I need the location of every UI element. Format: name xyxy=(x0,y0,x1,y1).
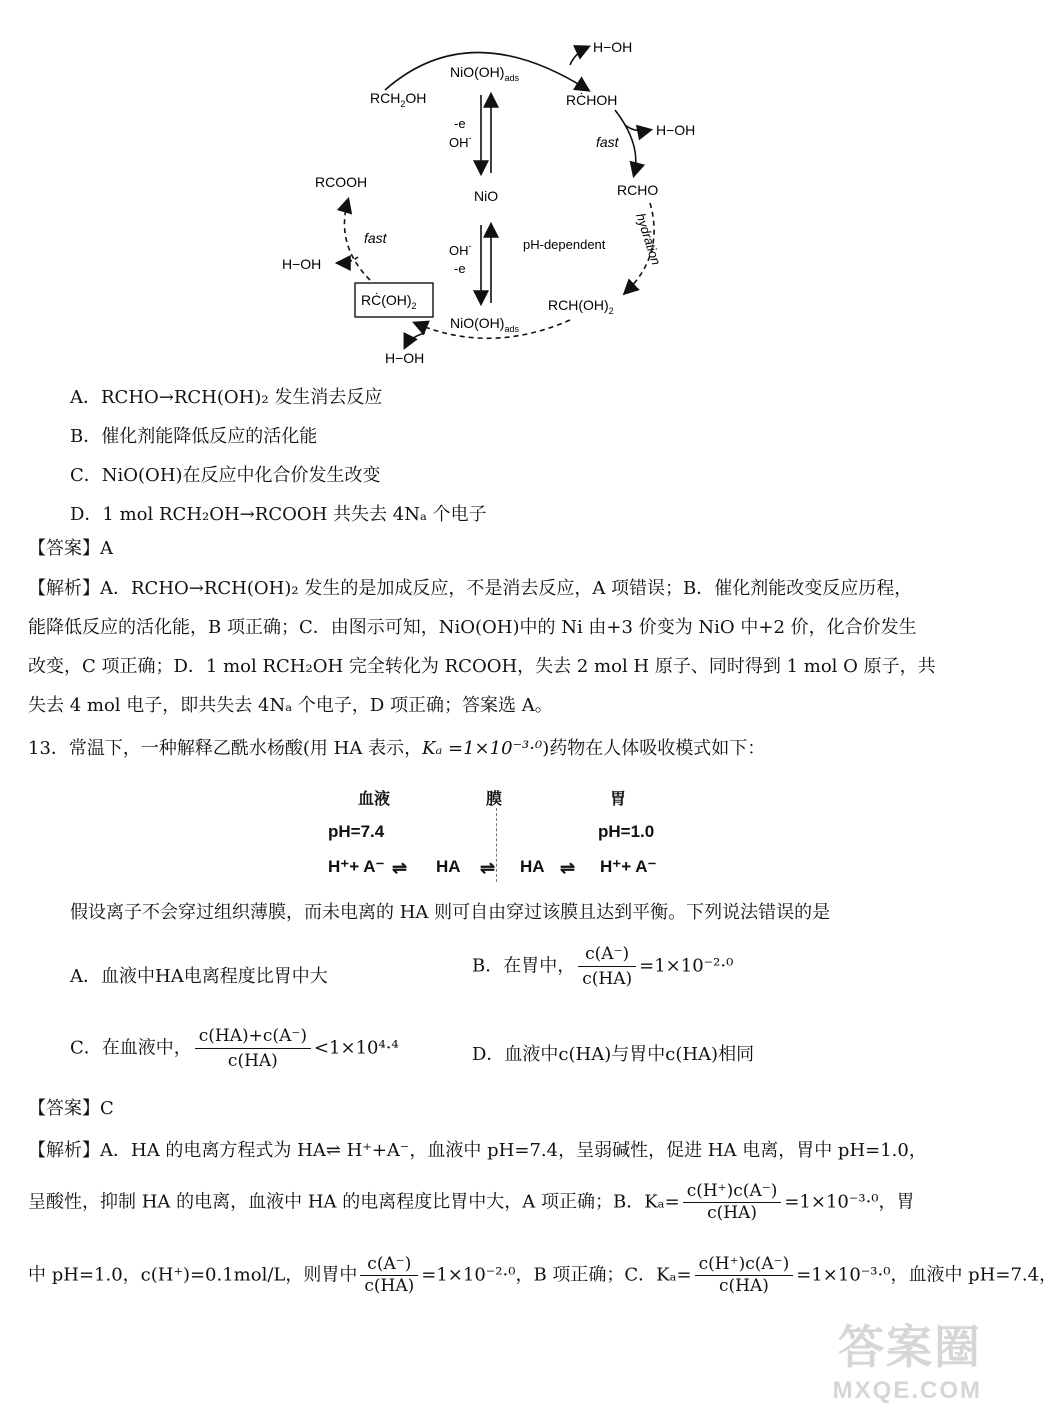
absorption-diagram xyxy=(320,782,700,892)
label-membrane: 膜 xyxy=(486,791,503,808)
q13-answer: 【答案】C xyxy=(28,1098,114,1119)
q12-analysis-line4: 失去 4 mol 电子，即共失去 4Nₐ 个电子，D 项正确；答案选 A。 xyxy=(28,695,553,716)
membrane-line xyxy=(496,808,497,882)
hoh-right-label: H−OH xyxy=(656,122,696,138)
q13-b-fraction: $\frac{c(A^-)}{c(HA)}$ xyxy=(578,944,636,989)
eq-right: H⁺+ A⁻ xyxy=(600,857,657,876)
rcooh-label: RCOOH xyxy=(315,174,368,190)
eq-ha1: HA xyxy=(436,857,461,876)
q13-assumption: 假设离子不会穿过组织薄膜，而未电离的 HA 则可自由穿过该膜且达到平衡。下列说法错误的是 xyxy=(70,902,831,923)
q13-option-a: A．血液中HA电离程度比胃中大 xyxy=(70,966,328,987)
reaction-scheme-diagram xyxy=(270,25,730,380)
q12-answer: 【答案】A xyxy=(28,538,113,559)
q12-analysis-line1: 【解析】A．RCHO→RCH(OH)₂ 发生的是加成反应，不是消去反应，A 项错误；B．催化剂能改变反应历程， xyxy=(28,578,913,599)
label-blood: 血液 xyxy=(358,791,391,808)
rch2oh-label: $RCH_2OH$ xyxy=(370,90,427,109)
q12-option-b: B．催化剂能降低反应的活化能 xyxy=(70,426,318,447)
hydration-label: hydration xyxy=(633,211,664,267)
oh-minus-lower: OH- xyxy=(449,241,472,258)
nio-label: NiO xyxy=(474,188,499,204)
ratio-fraction: $\frac{c(A^-)}{c(HA)}$ xyxy=(360,1256,418,1295)
q13-analysis-line2: 呈酸性，抑制 HA 的电离，血液中 HA 的电离程度比胃中大，A 项正确；B．Kₐ= $\frac{c(H^+)c(A^-)}{c(HA)}$ =1×10⁻³·⁰，胃 xyxy=(28,1181,915,1223)
q12-option-a: A．RCHO→RCH(OH)₂ 发生消去反应 xyxy=(70,387,383,408)
ka-fraction-1: $\frac{c(H^+)c(A^-)}{c(HA)}$ xyxy=(683,1183,782,1222)
minus-e-upper: -e xyxy=(454,116,466,131)
rcho-label: RCHO xyxy=(617,182,659,198)
nioohads-top-label: $NiO(OH)_{ads}$ xyxy=(450,64,519,83)
q13-option-b: B．在胃中， $\frac{c(A^-)}{c(HA)}$ =1×10⁻²·⁰ xyxy=(472,944,734,989)
eq-arrow-2: ⇌ xyxy=(480,858,496,878)
arrow-to-hoh-right xyxy=(625,125,650,131)
label-stomach: 胃 xyxy=(610,791,627,808)
eq-ha2: HA xyxy=(520,857,545,876)
fast-right-label: fast xyxy=(596,134,619,150)
q13-option-d: D．血液中c(HA)与胃中c(HA)相同 xyxy=(472,1044,755,1065)
rchoh-label: RĊHOH xyxy=(566,92,618,108)
arrow-to-hoh-bottom xyxy=(405,333,425,347)
q13-c-fraction: $\frac{c(HA)+c(A^-)}{c(HA)}$ xyxy=(195,1026,311,1071)
hoh-left-label: H−OH xyxy=(282,256,322,272)
ph-blood: pH=7.4 xyxy=(328,822,385,841)
rch-oh2-label: $RCH(OH)_2$ xyxy=(548,297,614,316)
q12-analysis-line2: 能降低反应的活化能，B 项正确；C．由图示可知，NiO(OH)中的 Ni 由+3 价变为 NiO 中+2 价，化合价发生 xyxy=(28,617,917,638)
q12-option-d: D．1 mol RCH₂OH→RCOOH 共失去 4Nₐ 个电子 xyxy=(70,504,487,525)
arrow-to-hoh-left xyxy=(338,257,358,263)
nioohads-bottom-label: $NiO(OH)_{ads}$ xyxy=(450,315,519,334)
oh-minus-upper: OH- xyxy=(449,133,472,150)
rcoh2-label: $RĊ(OH)_2$ xyxy=(361,292,417,311)
q12-option-c: C．NiO(OH)在反应中化合价发生改变 xyxy=(70,465,381,486)
q13-option-c: C．在血液中， $\frac{c(HA)+c(A^-)}{c(HA)}$ <1×10⁴·⁴ xyxy=(70,1026,399,1071)
ph-stomach: pH=1.0 xyxy=(598,822,655,841)
watermark: 答案圈 MXQE.COM xyxy=(832,1321,982,1404)
minus-e-lower: -e xyxy=(454,261,466,276)
eq-arrow-1: ⇌ xyxy=(392,858,408,878)
eq-left: H⁺+ A⁻ xyxy=(328,857,385,876)
eq-arrow-3: ⇌ xyxy=(560,858,576,878)
ka-expression: Kₐ =1×10⁻³·⁰ xyxy=(422,738,543,759)
arrow-to-hoh-top xyxy=(570,47,588,65)
q13-stem: 13．常温下，一种解释乙酰水杨酸(用 HA 表示，Kₐ =1×10⁻³·⁰)药物在人体吸收模式如下： xyxy=(28,738,766,759)
hoh-top-label: H−OH xyxy=(593,39,633,55)
q13-analysis-line1: 【解析】A．HA 的电离方程式为 HA⇌ H⁺+A⁻，血液中 pH=7.4，呈弱碱性，促进 HA 电离，胃中 pH=1.0， xyxy=(28,1140,927,1161)
q13-analysis-line3: 中 pH=1.0，c(H⁺)=0.1mol/L，则胃中 $\frac{c(A^-)}{c(HA)}$ =1×10⁻²·⁰，B 项正确；C．Kₐ= $\frac{c(H^+)c(A^-)}{c(HA)}$ =1×10⁻³·⁰，血液中 pH=7.4， xyxy=(28,1254,1057,1296)
ka-fraction-2: $\frac{c(H^+)c(A^-)}{c(HA)}$ xyxy=(695,1256,794,1295)
fast-left-label: fast xyxy=(364,230,387,246)
q12-analysis-line3: 改变，C 项正确；D．1 mol RCH₂OH 完全转化为 RCOOH，失去 2 mol H 原子、同时得到 1 mol O 原子，共 xyxy=(28,656,936,677)
ph-dependent-label: pH-dependent xyxy=(523,237,606,252)
hoh-bottom-label: H−OH xyxy=(385,350,425,366)
